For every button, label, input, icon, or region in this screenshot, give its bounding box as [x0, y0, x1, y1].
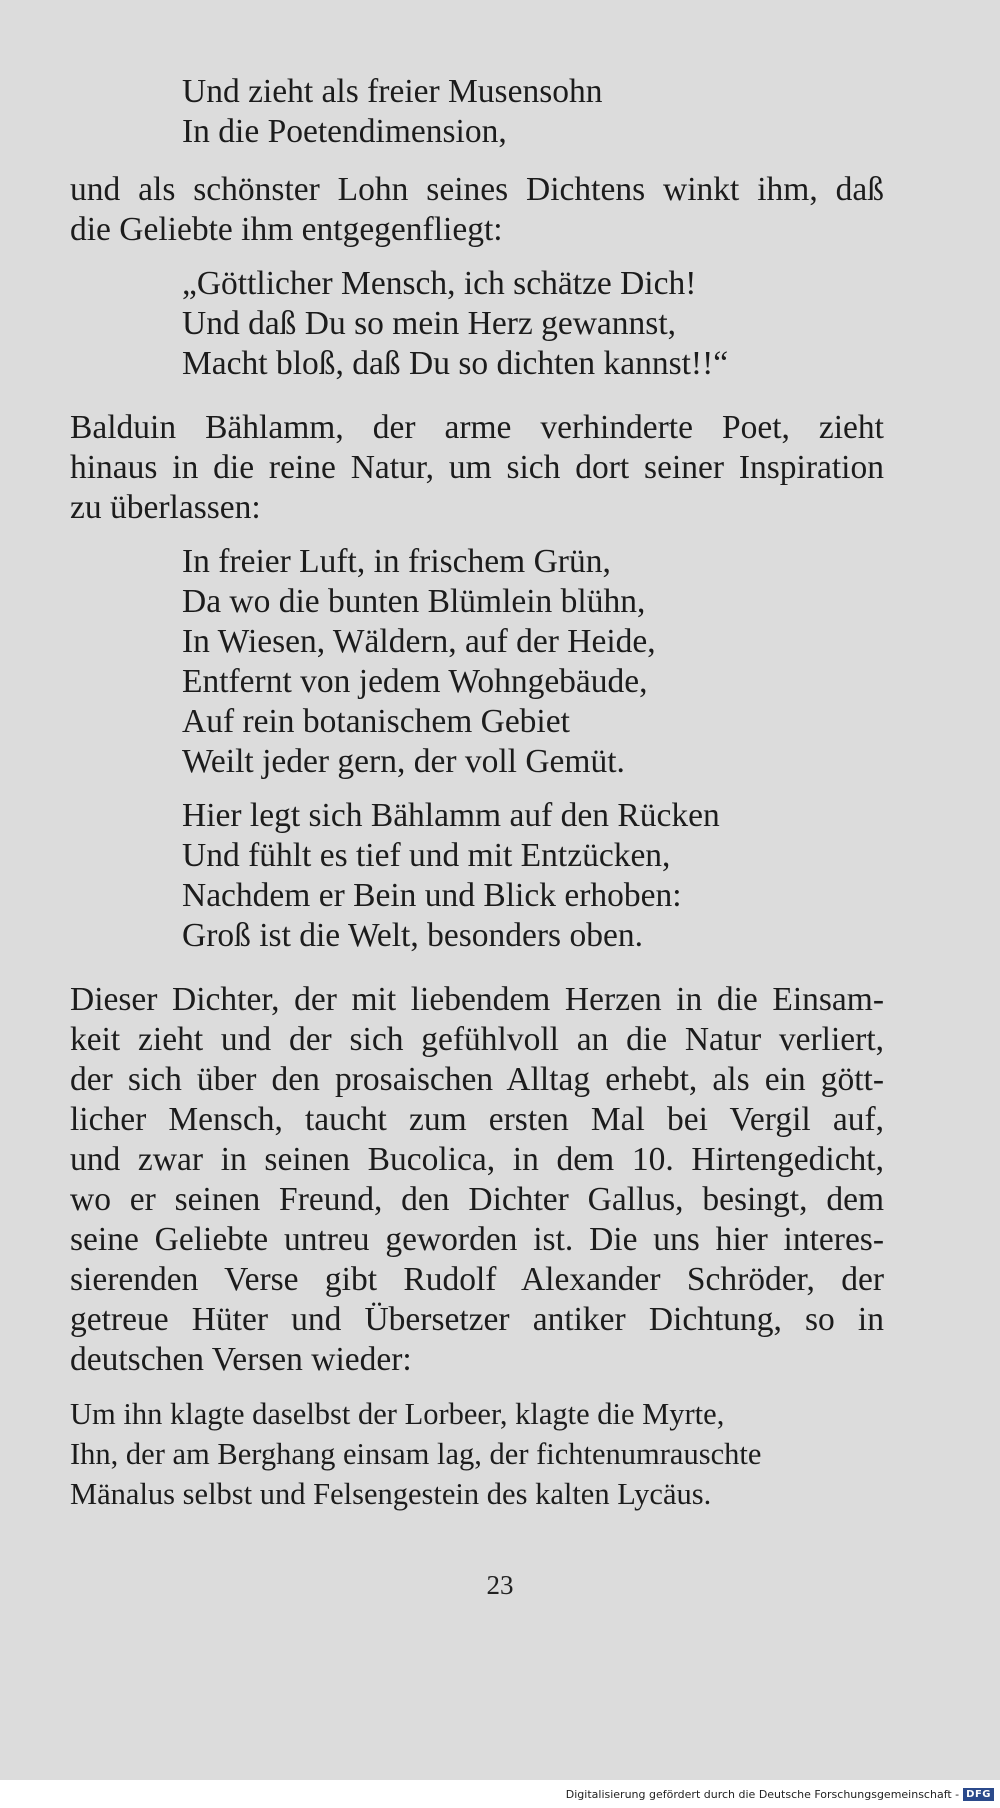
verse-line: Macht bloß, daß Du so dichten kannst!!“: [182, 345, 729, 382]
text-line: sierenden Verse gibt Rudolf Alexander Schröder, der: [70, 1261, 884, 1298]
paragraph-2: [70, 408, 884, 528]
verse-line: Weilt jeder gern, der voll Gemüt.: [182, 743, 625, 780]
text-line: hinaus in die reine Natur, um sich dort seiner Inspiration: [70, 449, 884, 486]
text-line: und als schönster Lohn seines Dichtens winkt ihm, daß: [70, 171, 884, 208]
verse-line: „Göttlicher Mensch, ich schätze Dich!: [182, 265, 697, 302]
footer-text: Digitalisierung gefördert durch die Deutsche Forschungsgemeinschaft -: [565, 1787, 960, 1801]
verse-line: Und daß Du so mein Herz gewannst,: [182, 305, 677, 342]
page-number: 23: [486, 1570, 514, 1600]
verse-block-3: [70, 542, 884, 782]
quote-line: Mänalus selbst und Felsengestein des kalten Lycäus.: [70, 1477, 712, 1511]
text-line: Dieser Dichter, der mit liebendem Herzen in die Einsam-: [70, 981, 884, 1018]
text-line: licher Mensch, taucht zum ersten Mal bei Vergil auf,: [70, 1101, 884, 1138]
quote-line: Ihn, der am Berghang einsam lag, der fichtenumrauschte: [70, 1437, 762, 1471]
text-line: wo er seinen Freund, den Dichter Gallus, besingt, dem: [70, 1181, 884, 1218]
verse-line: Nachdem er Bein und Blick erhoben:: [182, 877, 682, 914]
verse-line: In Wiesen, Wäldern, auf der Heide,: [182, 623, 656, 660]
verse-line: Da wo die bunten Blümlein blühn,: [182, 583, 646, 620]
text-line: der sich über den prosaischen Alltag erhebt, als ein gött-: [70, 1061, 884, 1098]
text-line: deutschen Versen wieder:: [70, 1341, 412, 1378]
verse-line: Groß ist die Welt, besonders oben.: [182, 917, 643, 954]
verse-block-1: [70, 72, 884, 152]
page-text: [70, 72, 884, 1514]
text-line: getreue Hüter und Übersetzer antiker Dichtung, so in: [70, 1301, 884, 1338]
dfg-logo: DFG: [963, 1788, 994, 1801]
verse-line: Und fühlt es tief und mit Entzücken,: [182, 837, 671, 874]
verse-line: In freier Luft, in frischem Grün,: [182, 543, 611, 580]
verse-block-2: [70, 264, 884, 384]
verse-line: In die Poetendimension,: [182, 113, 507, 150]
paragraph-3: [70, 980, 884, 1380]
text-line: Balduin Bählamm, der arme verhinderte Poet, zieht: [70, 409, 884, 446]
text-line: und zwar in seinen Bucolica, in dem 10. Hirtengedicht,: [70, 1141, 884, 1178]
quoted-verse: [70, 1394, 884, 1514]
text-line: keit zieht und der sich gefühlvoll an die Natur verliert,: [70, 1021, 884, 1058]
verse-line: Und zieht als freier Musensohn: [182, 73, 603, 110]
verse-line: Auf rein botanischem Gebiet: [182, 703, 570, 740]
quote-line: Um ihn klagte daselbst der Lorbeer, klagte die Myrte,: [70, 1397, 725, 1431]
verse-block-4: [70, 796, 884, 956]
verse-line: Hier legt sich Bählamm auf den Rücken: [182, 797, 720, 834]
text-line: die Geliebte ihm entgegenfliegt:: [70, 211, 503, 248]
text-line: seine Geliebte untreu geworden ist. Die uns hier interes-: [70, 1221, 884, 1258]
paragraph-1: [70, 170, 884, 250]
verse-line: Entfernt von jedem Wohngebäude,: [182, 663, 648, 700]
text-line: zu überlassen:: [70, 489, 261, 526]
digitization-footer: [566, 1784, 994, 1804]
